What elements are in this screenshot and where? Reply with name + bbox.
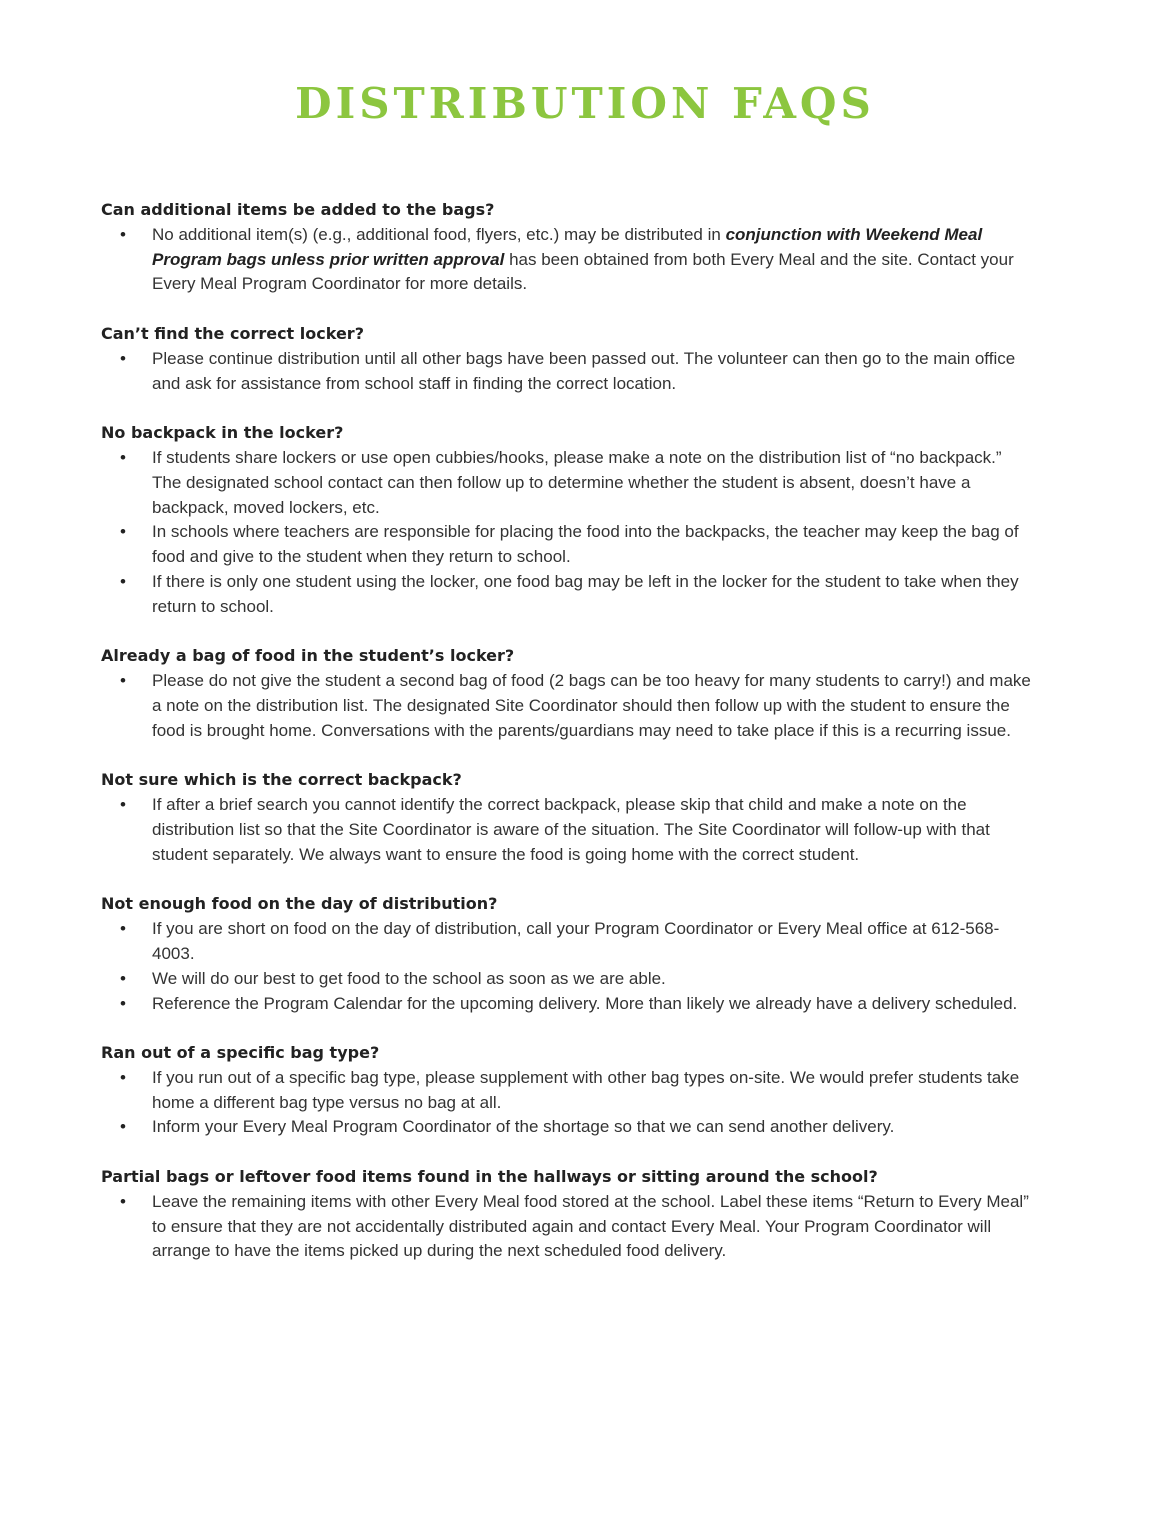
faq-answer-text: Please continue distribution until all other bags have been passed out. The volunteer can then go to the main office and ask for assistance from school staff in finding the correct location. [152,348,1016,393]
faq-section [101,644,1031,743]
faq-answer-item [101,669,1031,743]
bullet-icon: • [120,571,126,591]
faq-question: Can’t find the correct locker? [101,323,364,343]
faq-answer-text: If you are short on food on the day of distribution, call your Program Coordinator or Every Meal office at 612-568-4003. [152,919,1000,963]
faq-answer-item [101,917,1031,967]
faq-answer-list [101,793,1031,867]
faq-answer-text: If you run out of a specific bag type, please supplement with other bag types on-site. We would prefer students take home a different bag type versus no bag at all. [152,1067,1020,1112]
faq-answer-item [101,1066,1031,1116]
faq-answer-item [101,570,1031,620]
page-title: DISTRIBUTION FAQS [295,79,875,128]
bullet-icon: • [120,348,126,368]
bullet-icon: • [120,795,126,815]
bullet-icon: • [120,1067,126,1087]
faq-answer-list [101,917,1031,1016]
faq-answer-item [101,347,1031,397]
faq-answer-text: No additional item(s) (e.g., additional food, flyers, etc.) may be distributed in [152,224,726,244]
faq-answer-text: Please do not give the student a second bag of food (2 bags can be too heavy for many students to carry!) and make a note on the distribution list. The designated Site Coordinator should then follow up with the student to ensure the food is brought home. Conversations with the parents/guardians may need to take place if this is a recurring issue. [152,671,1031,740]
faq-section [101,421,1031,619]
bullet-icon: • [120,1117,126,1137]
bullet-icon: • [120,993,126,1013]
bullet-icon: • [120,522,126,542]
bullet-icon: • [120,919,126,939]
faq-answer-list [101,1190,1031,1264]
bullet-icon: • [120,968,126,988]
faq-question: Ran out of a specific bag type? [101,1043,380,1063]
faq-answer-item [101,1115,1031,1140]
faq-section [101,892,1031,1016]
faq-section [101,1165,1031,1264]
faq-section [101,198,1031,297]
faq-answer-text: Inform your Every Meal Program Coordinator of the shortage so that we can send another delivery. [152,1117,895,1137]
faq-answer-item [101,793,1031,867]
faq-answer-text: In schools where teachers are responsible for placing the food into the backpacks, the teacher may keep the bag of food and give to the student when they return to school. [152,522,1019,567]
faq-answer-text: If students share lockers or use open cubbies/hooks, please make a note on the distribution list of “no backpack.” The designated school contact can then follow up to determine whether the student is absent, doesn’t have a backpack, moved lockers, etc. [152,447,1002,517]
faq-question: Can additional items be added to the bags? [101,200,495,219]
faq-answer-text: Reference the Program Calendar for the upcoming delivery. More than likely we already have a delivery scheduled. [152,993,1018,1013]
faq-answer-list [101,1066,1031,1140]
faq-answer-item [101,967,1031,992]
faq-answer-text: If after a brief search you cannot identify the correct backpack, please skip that child and make a note on the distribution list so that the Site Coordinator is aware of the situation. The Site Coordinator will follow-up with that student separately. We always want to ensure the food is going home with the correct student. [152,795,990,864]
faq-question: Already a bag of food in the student’s locker? [101,646,515,666]
bullet-icon: • [120,1191,126,1211]
faq-question: Partial bags or leftover food items found in the hallways or sitting around the school? [101,1167,878,1187]
faq-section [101,1041,1031,1140]
faq-answer-text: Leave the remaining items with other Every Meal food stored at the school. Label these items “Return to Every Meal” to ensure that they are not accidentally distributed again and contact Every Meal. Your Program Coordinator will arrange to have the items picked up during the next scheduled food delivery. [152,1191,1029,1261]
bullet-icon: • [120,671,126,691]
bullet-icon: • [120,447,126,467]
faq-answer-list [101,446,1031,620]
faq-answer-emphasis: conjunction with Weekend Meal Program bags unless prior written approval [152,224,983,269]
faq-section [101,768,1031,867]
faq-question: No backpack in the locker? [101,423,344,443]
faq-answer-text: has been obtained from both Every Meal and the site. Contact your Every Meal Program Coordinator for more details. [152,249,1014,294]
faq-answer-item [101,446,1031,520]
faq-question: Not enough food on the day of distribution? [101,894,498,914]
faq-answer-text: If there is only one student using the locker, one food bag may be left in the locker for the student to take when they return to school. [152,571,1019,616]
faq-answer-list [101,223,1031,297]
faq-answer-item [101,520,1031,570]
bullet-icon: • [120,224,126,244]
faq-question: Not sure which is the correct backpack? [101,770,462,790]
faq-answer-item [101,992,1031,1017]
faq-answer-list [101,347,1031,397]
faq-list [101,198,1031,1289]
faq-section [101,322,1031,396]
faq-answer-text: We will do our best to get food to the school as soon as we are able. [152,968,666,988]
faq-answer-list [101,669,1031,743]
faq-answer-item [101,1190,1031,1264]
faq-answer-item [101,223,1031,297]
